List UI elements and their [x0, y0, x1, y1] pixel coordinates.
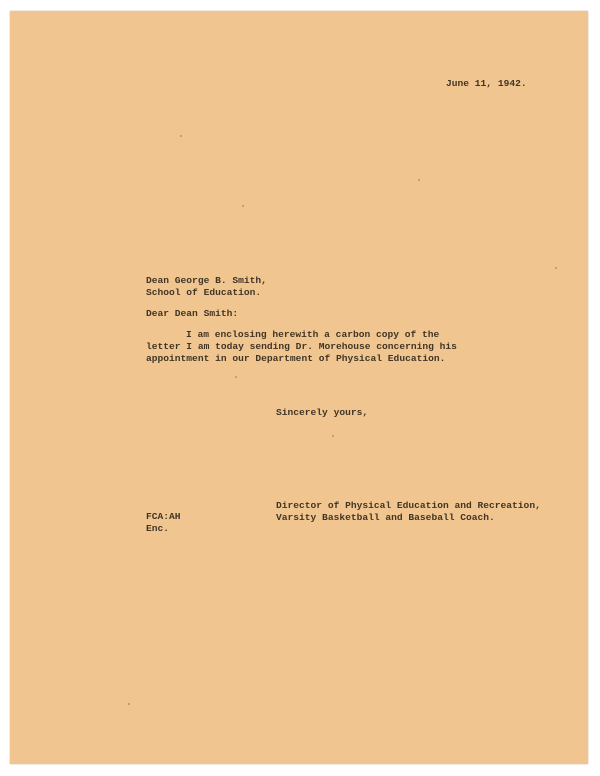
enclosure-note: Enc. — [146, 523, 170, 534]
paper-speck — [180, 135, 182, 137]
signature-title-1: Director of Physical Education and Recreation, — [276, 500, 541, 511]
paper-speck — [235, 376, 237, 378]
date-line: June 11, 1942. — [446, 78, 527, 89]
body-line-1: I am enclosing herewith a carbon copy of the — [186, 329, 440, 340]
paper-speck — [242, 205, 244, 207]
paper-speck — [555, 267, 557, 269]
paper-speck — [128, 703, 130, 705]
body-line-2: letter I am today sending Dr. Morehouse concerning his — [146, 341, 457, 352]
reference-initials: FCA:AH — [146, 511, 181, 522]
paper-speck — [332, 435, 334, 437]
recipient-school: School of Education. — [146, 287, 262, 298]
letter-page — [10, 11, 588, 764]
body-line-3: appointment in our Department of Physical Education. — [146, 353, 446, 364]
closing: Sincerely yours, — [276, 407, 369, 418]
paper-speck — [418, 179, 420, 181]
salutation: Dear Dean Smith: — [146, 308, 239, 319]
recipient-name: Dean George B. Smith, — [146, 275, 267, 286]
signature-title-2: Varsity Basketball and Baseball Coach. — [276, 512, 495, 523]
